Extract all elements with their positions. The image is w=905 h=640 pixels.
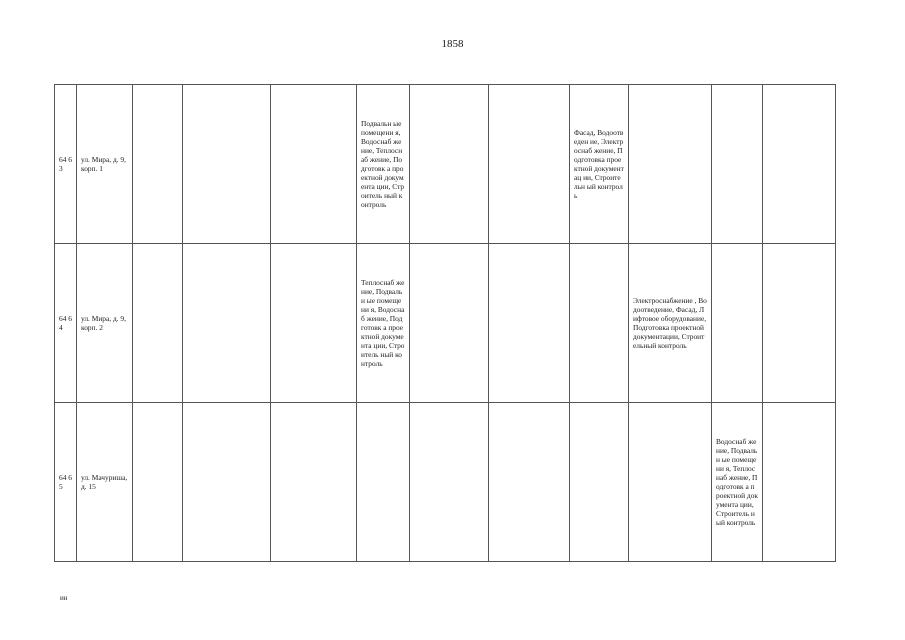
works-cell: [712, 244, 763, 403]
empty-cell: [183, 403, 271, 562]
empty-cell: [183, 244, 271, 403]
empty-cell: [271, 403, 357, 562]
empty-cell: [133, 85, 183, 244]
page-number: 1858: [441, 38, 464, 50]
empty-cell: [183, 85, 271, 244]
works-cell: [570, 403, 629, 562]
empty-cell: [271, 85, 357, 244]
empty-cell: [410, 403, 489, 562]
works-cell: Водоснаб жение, Подвальн ые помещени я, Теплоснаб жение, Подготовк а проектной документа ции, Строитель ный контроль: [712, 403, 763, 562]
table-row: [55, 85, 836, 244]
empty-cell: [271, 244, 357, 403]
works-cell: [570, 244, 629, 403]
works-cell: [629, 403, 712, 562]
empty-cell: [489, 244, 570, 403]
works-cell: Подвальн ые помещени я, Водоснаб жение, Теплоснаб жение, Подготовк а проектной документа ции, Строитель ный контроль: [357, 85, 410, 244]
works-cell: [629, 85, 712, 244]
works-cell: Теплоснаб жение, Подвальн ые помещени я, Водоснаб жение, Подготовк а проектной документа ции, Строитель ный контроль: [357, 244, 410, 403]
table-row: [55, 244, 836, 403]
address-cell: ул. Мира, д. 9, корп. 1: [77, 85, 133, 244]
table-row: [55, 403, 836, 562]
empty-cell: [763, 403, 836, 562]
footer-note: ин: [60, 594, 68, 602]
row-number-cell: 64 63: [55, 85, 77, 244]
empty-cell: [489, 403, 570, 562]
works-cell: Фасад, Водоотведен ие, Электроснаб жение, Подготовка проектной документац ии, Строительн ый контроль: [570, 85, 629, 244]
empty-cell: [763, 85, 836, 244]
row-number-cell: 64 65: [55, 403, 77, 562]
capital-repair-schedule-table: [54, 84, 836, 562]
empty-cell: [763, 244, 836, 403]
row-number-cell: 64 64: [55, 244, 77, 403]
empty-cell: [489, 85, 570, 244]
empty-cell: [410, 85, 489, 244]
address-cell: ул. Мачуриша, д. 15: [77, 403, 133, 562]
works-cell: Электроснабжение , Водоотведение, Фасад, Лифтовое оборудование, Подготовка проектной документации, Строительный контроль: [629, 244, 712, 403]
empty-cell: [133, 403, 183, 562]
address-cell: ул. Мира, д. 9, корп. 2: [77, 244, 133, 403]
works-cell: [712, 85, 763, 244]
works-cell: [357, 403, 410, 562]
empty-cell: [410, 244, 489, 403]
empty-cell: [133, 244, 183, 403]
